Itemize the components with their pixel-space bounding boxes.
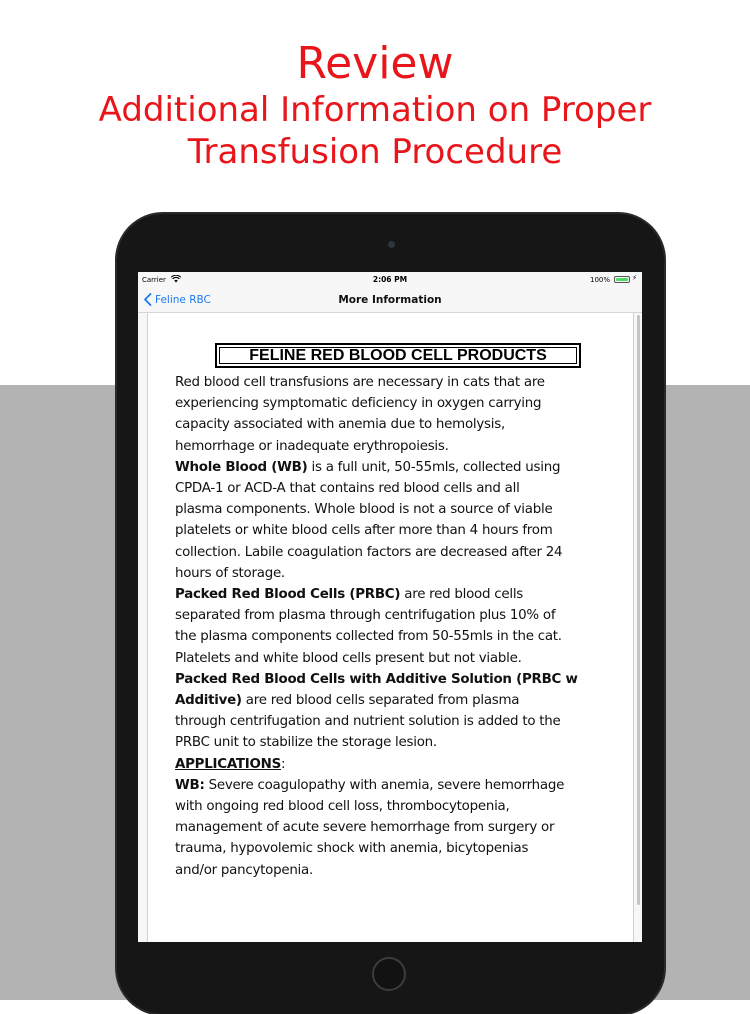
term-prbc-additive: Packed Red Blood Cells with Additive Solution (PRBC w xyxy=(175,671,578,687)
text-line: with ongoing red blood cell loss, thrombocytopenia, xyxy=(175,799,510,815)
text-line: management of acute severe hemorrhage from surgery or xyxy=(175,820,555,836)
document-body xyxy=(175,372,620,881)
term-whole-blood: Whole Blood (WB) xyxy=(175,459,308,475)
text-line xyxy=(175,669,620,690)
promo-heading: Review xyxy=(296,38,454,89)
text-line: the plasma components collected from 50-55mls in the cat. xyxy=(175,629,562,645)
carrier-label: Carrier xyxy=(142,276,166,284)
device-screen xyxy=(138,272,642,942)
back-button-label: Feline RBC xyxy=(155,293,211,306)
text-line: hemorrhage or inadequate erythropoiesis. xyxy=(175,438,449,454)
applications-heading: APPLICATIONS xyxy=(175,756,282,772)
text-line: through centrifugation and nutrient solution is added to the xyxy=(175,714,561,730)
text-fragment: are red blood cells separated from plasma xyxy=(241,693,520,709)
text-line xyxy=(175,457,620,478)
text-line: collection. Labile coagulation factors are decreased after 24 xyxy=(175,544,563,560)
text-fragment: is a full unit, 50-55mls, collected using xyxy=(307,459,561,475)
scrollbar[interactable] xyxy=(637,315,640,905)
navigation-bar xyxy=(138,288,642,313)
document-title: FELINE RED BLOOD CELL PRODUCTS xyxy=(249,347,547,364)
text-line xyxy=(175,584,620,605)
text-fragment: are red blood cells xyxy=(400,587,524,603)
text-line xyxy=(175,690,620,711)
home-button[interactable] xyxy=(372,957,406,991)
text-line: platelets or white blood cells after more than 4 hours from xyxy=(175,523,553,539)
term-prbc: Packed Red Blood Cells (PRBC) xyxy=(175,587,401,603)
battery-icon xyxy=(614,276,630,283)
text-line xyxy=(175,775,620,796)
text-line: PRBC unit to stabilize the storage lesion. xyxy=(175,735,437,751)
text-line: hours of storage. xyxy=(175,565,285,581)
text-line: capacity associated with anemia due to hemolysis, xyxy=(175,417,505,433)
text-line xyxy=(175,754,620,775)
text-fragment: : xyxy=(281,756,286,772)
content-scroll-view[interactable] xyxy=(138,313,642,942)
term-prbc-additive-cont: Additive) xyxy=(175,693,242,709)
text-fragment: Severe coagulopathy with anemia, severe hemorrhage xyxy=(204,777,565,793)
text-line: experiencing symptomatic deficiency in oxygen carrying xyxy=(175,396,542,412)
promo-subheading-line2: Transfusion Procedure xyxy=(187,132,563,172)
document-page xyxy=(147,313,634,942)
nav-title: More Information xyxy=(338,294,442,306)
text-line: Platelets and white blood cells present but not viable. xyxy=(175,650,522,666)
charge-icon: ⚡ xyxy=(632,274,637,282)
text-line: Red blood cell transfusions are necessary in cats that are xyxy=(175,375,545,390)
status-time: 2:06 PM xyxy=(372,275,408,284)
promo-subheading-line1: Additional Information on Proper xyxy=(98,90,652,130)
text-line: plasma components. Whole blood is not a source of viable xyxy=(175,502,553,518)
status-bar xyxy=(138,272,642,288)
text-line: CPDA-1 or ACD-A that contains red blood cells and all xyxy=(175,481,520,497)
term-wb-application: WB: xyxy=(175,777,205,793)
battery-percent: 100% xyxy=(589,276,610,284)
document-title-box xyxy=(215,343,581,368)
text-line: and/or pancytopenia. xyxy=(175,862,313,878)
text-line: trauma, hypovolemic shock with anemia, bicytopenias xyxy=(175,841,529,857)
text-line: separated from plasma through centrifugation plus 10% of xyxy=(175,608,556,624)
camera xyxy=(388,241,395,248)
